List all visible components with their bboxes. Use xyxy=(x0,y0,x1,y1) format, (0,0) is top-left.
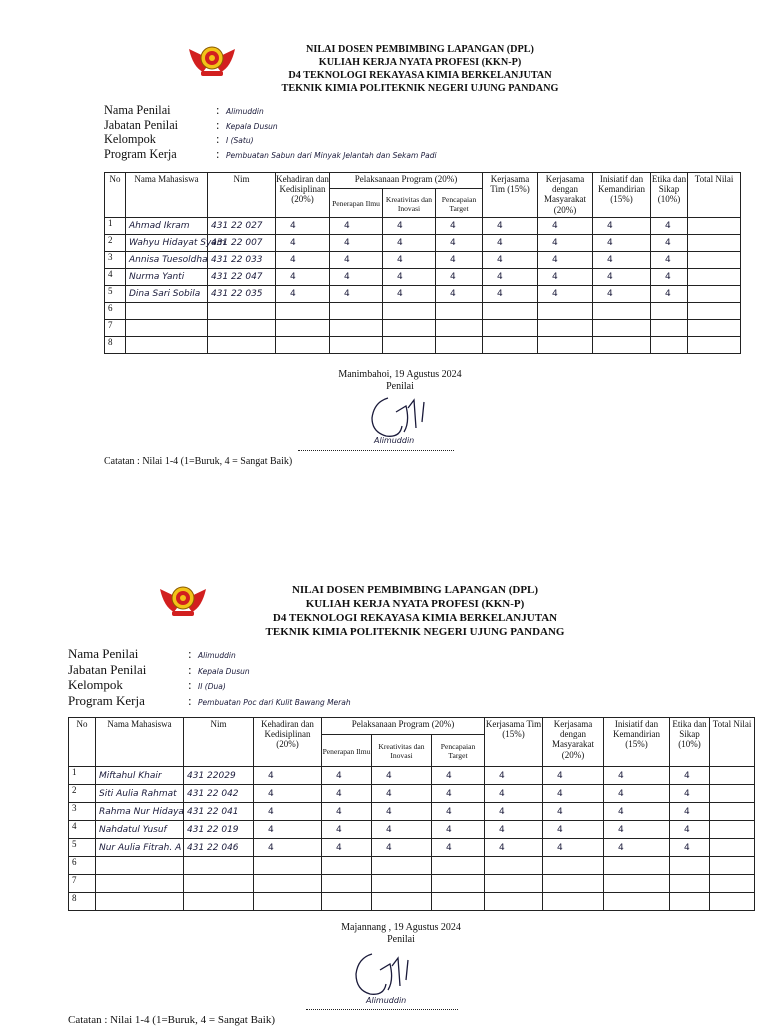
score-cell: 4 xyxy=(483,218,538,235)
row-number-cell: 7 xyxy=(69,875,96,893)
grading-note: Catatan : Nilai 1-4 (1=Buruk, 4 = Sangat Baik) xyxy=(68,1014,276,1026)
total-cell xyxy=(710,857,755,875)
meta-row-program xyxy=(68,693,668,709)
total-cell xyxy=(710,785,755,803)
score-cell: 4 xyxy=(604,803,670,821)
score-cell: 4 xyxy=(538,252,593,269)
score-cell: 4 xyxy=(651,235,688,252)
score-cell xyxy=(330,303,383,320)
score-cell: 4 xyxy=(372,767,432,785)
score-cell: 4 xyxy=(485,821,543,839)
grading-sheet-2 xyxy=(0,512,768,1024)
score-cell: 4 xyxy=(651,286,688,303)
score-cell xyxy=(604,857,670,875)
student-name-cell: Siti Aulia Rahmat xyxy=(96,785,184,803)
student-name-cell: Rahma Nur Hidaya xyxy=(96,803,184,821)
score-cell: 4 xyxy=(432,767,485,785)
header-line-4: TEKNIK KIMIA POLITEKNIK NEGERI UJUNG PANDANG xyxy=(265,626,565,638)
score-cell: 4 xyxy=(330,269,383,286)
header-line-3: D4 TEKNOLOGI REKAYASA KIMIA BERKELANJUTAN xyxy=(272,612,558,624)
header-pencapaian: Pencapaian Target xyxy=(432,735,485,767)
student-nim-cell: 431 22029 xyxy=(184,767,254,785)
total-cell xyxy=(710,875,755,893)
header-penerapan-ilmu: Penerapan Ilmu xyxy=(322,735,372,767)
score-cell xyxy=(670,893,710,911)
score-cell: 4 xyxy=(276,218,330,235)
row-number-cell: 3 xyxy=(69,803,96,821)
student-nim-cell xyxy=(184,857,254,875)
score-cell: 4 xyxy=(372,785,432,803)
table-row xyxy=(69,803,755,821)
grades-table xyxy=(104,172,741,354)
signature-line xyxy=(306,1009,458,1010)
score-cell: 4 xyxy=(543,785,604,803)
student-nim-cell: 431 22 019 xyxy=(184,821,254,839)
document-header xyxy=(240,43,600,95)
score-cell: 4 xyxy=(483,252,538,269)
score-cell: 4 xyxy=(383,252,436,269)
score-cell: 4 xyxy=(593,286,651,303)
meta-row-kelompok xyxy=(104,132,664,147)
row-number-cell: 6 xyxy=(69,857,96,875)
score-cell xyxy=(485,893,543,911)
student-nim-cell: 431 22 041 xyxy=(184,803,254,821)
table-row xyxy=(69,821,755,839)
total-cell xyxy=(688,269,741,286)
program-label: Program Kerja xyxy=(104,146,177,161)
total-cell xyxy=(688,252,741,269)
colon: : xyxy=(188,646,192,661)
score-cell: 4 xyxy=(485,839,543,857)
table-row xyxy=(69,767,755,785)
header-line-2: KULIAH KERJA NYATA PROFESI (KKN-P) xyxy=(305,598,525,610)
score-cell: 4 xyxy=(372,839,432,857)
score-cell: 4 xyxy=(383,235,436,252)
score-cell xyxy=(485,857,543,875)
row-number-cell: 4 xyxy=(69,821,96,839)
row-number-cell: 6 xyxy=(105,303,126,320)
score-cell xyxy=(670,857,710,875)
student-name-cell xyxy=(126,337,208,354)
score-cell: 4 xyxy=(670,785,710,803)
student-name-cell xyxy=(96,857,184,875)
score-cell xyxy=(593,303,651,320)
score-cell xyxy=(276,320,330,337)
row-number-cell: 8 xyxy=(105,337,126,354)
student-name-cell: Dina Sari Sobila xyxy=(126,286,208,303)
header-no: No xyxy=(105,173,126,218)
score-cell: 4 xyxy=(593,218,651,235)
meta-row-jabatan xyxy=(68,662,668,678)
grading-note: Catatan : Nilai 1-4 (1=Buruk, 4 = Sangat Baik) xyxy=(104,456,293,467)
nama-penilai-label: Nama Penilai xyxy=(68,646,139,661)
score-cell: 4 xyxy=(276,235,330,252)
meta-row-nama-penilai xyxy=(104,103,664,118)
total-cell xyxy=(710,839,755,857)
score-cell xyxy=(322,893,372,911)
score-cell: 4 xyxy=(322,821,372,839)
table-row xyxy=(105,252,741,269)
header-nim: Nim xyxy=(208,173,276,218)
colon: : xyxy=(216,117,220,132)
score-cell: 4 xyxy=(604,821,670,839)
score-cell: 4 xyxy=(436,269,483,286)
score-cell: 4 xyxy=(604,767,670,785)
penilai-label: Penilai xyxy=(387,934,415,945)
score-cell: 4 xyxy=(543,821,604,839)
header-kreativitas: Kreativitas dan Inovasi xyxy=(383,189,436,218)
table-row xyxy=(69,875,755,893)
student-name-cell: Nur Aulia Fitrah. A xyxy=(96,839,184,857)
table-row xyxy=(105,320,741,337)
score-cell xyxy=(432,875,485,893)
score-cell: 4 xyxy=(372,803,432,821)
place-date xyxy=(316,922,486,946)
score-cell: 4 xyxy=(538,218,593,235)
score-cell xyxy=(651,303,688,320)
table-row xyxy=(105,337,741,354)
total-cell xyxy=(688,337,741,354)
score-cell: 4 xyxy=(538,286,593,303)
score-cell: 4 xyxy=(436,235,483,252)
header-pencapaian: Pencapaian Target xyxy=(436,189,483,218)
row-number-cell: 7 xyxy=(105,320,126,337)
meta-row-program xyxy=(104,147,664,162)
header-kerjasama-tim: Kerjasama Tim (15%) xyxy=(485,718,543,767)
colon: : xyxy=(188,661,192,677)
evaluator-info xyxy=(104,103,664,161)
score-cell: 4 xyxy=(383,269,436,286)
row-number-cell: 3 xyxy=(105,252,126,269)
score-cell: 4 xyxy=(483,286,538,303)
student-nim-cell xyxy=(184,875,254,893)
score-cell: 4 xyxy=(254,821,322,839)
score-cell: 4 xyxy=(543,839,604,857)
score-cell xyxy=(593,337,651,354)
score-cell xyxy=(483,303,538,320)
score-cell: 4 xyxy=(538,269,593,286)
header-line-1: NILAI DOSEN PEMBIMBING LAPANGAN (DPL) xyxy=(291,584,539,596)
header-line-4: TEKNIK KIMIA POLITEKNIK NEGERI UJUNG PANDANG xyxy=(281,83,559,94)
jabatan-value: Kepala Dusun xyxy=(198,666,250,676)
score-cell: 4 xyxy=(383,218,436,235)
score-cell xyxy=(254,857,322,875)
header-kerjasama-masyarakat: Kerjasama dengan Masyarakat (20%) xyxy=(543,718,604,767)
grades-table-body xyxy=(69,767,755,911)
row-number-cell: 2 xyxy=(69,785,96,803)
score-cell: 4 xyxy=(276,252,330,269)
header-pelaksanaan-program: Pelaksanaan Program (20%) xyxy=(322,718,485,735)
student-nim-cell xyxy=(208,320,276,337)
program-value: Pembuatan Poc dari Kulit Bawang Merah xyxy=(198,697,351,707)
score-cell: 4 xyxy=(593,252,651,269)
header-nama-mahasiswa: Nama Mahasiswa xyxy=(96,718,184,767)
table-row xyxy=(69,839,755,857)
score-cell xyxy=(538,337,593,354)
table-row xyxy=(69,785,755,803)
score-cell xyxy=(538,303,593,320)
header-line-1: NILAI DOSEN PEMBIMBING LAPANGAN (DPL) xyxy=(306,44,534,55)
score-cell xyxy=(432,857,485,875)
kelompok-value: I (Satu) xyxy=(226,136,254,146)
score-cell xyxy=(670,875,710,893)
score-cell: 4 xyxy=(254,767,322,785)
place-date-text: Majannang , 19 Agustus 2024 xyxy=(341,922,461,933)
header-nim: Nim xyxy=(184,718,254,767)
score-cell: 4 xyxy=(604,839,670,857)
score-cell xyxy=(276,337,330,354)
polytechnic-logo-icon xyxy=(158,581,208,619)
kelompok-label: Kelompok xyxy=(68,677,123,692)
kelompok-label: Kelompok xyxy=(104,132,156,147)
student-nim-cell xyxy=(208,303,276,320)
colon: : xyxy=(216,146,220,161)
score-cell xyxy=(485,875,543,893)
score-cell xyxy=(383,303,436,320)
nama-penilai-label: Nama Penilai xyxy=(104,103,171,117)
header-etika: Etika dan Sikap (10%) xyxy=(651,173,688,218)
table-row xyxy=(105,235,741,252)
table-row xyxy=(69,893,755,911)
score-cell: 4 xyxy=(543,767,604,785)
header-line-2: KULIAH KERJA NYATA PROFESI (KKN-P) xyxy=(318,57,522,68)
table-row xyxy=(105,218,741,235)
student-nim-cell: 431 22 046 xyxy=(184,839,254,857)
table-row xyxy=(69,857,755,875)
score-cell: 4 xyxy=(432,821,485,839)
score-cell xyxy=(483,337,538,354)
score-cell: 4 xyxy=(543,803,604,821)
score-cell xyxy=(254,875,322,893)
score-cell: 4 xyxy=(432,803,485,821)
meta-row-kelompok xyxy=(68,677,668,693)
score-cell: 4 xyxy=(330,235,383,252)
row-number-cell: 8 xyxy=(69,893,96,911)
score-cell: 4 xyxy=(670,767,710,785)
student-name-cell: Wahyu Hidayat Syam xyxy=(126,235,208,252)
score-cell xyxy=(593,320,651,337)
total-cell xyxy=(688,235,741,252)
header-kehadiran: Kehadiran dan Kedisiplinan (20%) xyxy=(254,718,322,767)
grades-table-body xyxy=(105,218,741,354)
header-etika: Etika dan Sikap (10%) xyxy=(670,718,710,767)
score-cell: 4 xyxy=(432,785,485,803)
score-cell: 4 xyxy=(330,286,383,303)
table-row xyxy=(105,269,741,286)
kelompok-value: II (Dua) xyxy=(198,682,226,691)
score-cell: 4 xyxy=(322,767,372,785)
header-kerjasama-tim: Kerjasama Tim (15%) xyxy=(483,173,538,218)
student-name-cell xyxy=(96,875,184,893)
score-cell xyxy=(383,320,436,337)
header-inisiatif: Inisiatif dan Kemandirian (15%) xyxy=(604,718,670,767)
score-cell: 4 xyxy=(670,839,710,857)
header-pelaksanaan-program: Pelaksanaan Program (20%) xyxy=(330,173,483,189)
score-cell xyxy=(432,893,485,911)
score-cell: 4 xyxy=(593,269,651,286)
score-cell xyxy=(436,320,483,337)
score-cell: 4 xyxy=(436,252,483,269)
score-cell xyxy=(651,320,688,337)
score-cell: 4 xyxy=(372,821,432,839)
student-name-cell: Miftahul Khair xyxy=(96,767,184,785)
polytechnic-logo-icon xyxy=(187,41,237,79)
program-value: Pembuatan Sabun dari Minyak Jelantah dan Sekam Padi xyxy=(226,150,437,160)
jabatan-label: Jabatan Penilai xyxy=(104,117,179,132)
grades-table xyxy=(68,717,755,911)
colon: : xyxy=(188,677,192,692)
score-cell: 4 xyxy=(322,839,372,857)
score-cell xyxy=(254,893,322,911)
total-cell xyxy=(688,286,741,303)
student-nim-cell: 431 22 027 xyxy=(208,218,276,235)
score-cell: 4 xyxy=(254,839,322,857)
score-cell: 4 xyxy=(276,286,330,303)
total-cell xyxy=(710,803,755,821)
student-name-cell: Ahmad Ikram xyxy=(126,218,208,235)
grading-sheet-1 xyxy=(0,0,768,512)
header-kehadiran: Kehadiran dan Kedisiplinan (20%) xyxy=(276,173,330,218)
nama-penilai-value: Alimuddin xyxy=(198,651,236,660)
score-cell: 4 xyxy=(436,286,483,303)
jabatan-value: Kepala Dusun xyxy=(226,121,278,131)
colon: : xyxy=(216,103,220,117)
total-cell xyxy=(688,303,741,320)
score-cell: 4 xyxy=(651,218,688,235)
student-nim-cell xyxy=(184,893,254,911)
score-cell: 4 xyxy=(322,785,372,803)
header-no: No xyxy=(69,718,96,767)
penilai-label: Penilai xyxy=(386,381,414,392)
score-cell: 4 xyxy=(254,803,322,821)
score-cell xyxy=(276,303,330,320)
table-row xyxy=(105,286,741,303)
total-cell xyxy=(688,320,741,337)
nama-penilai-value: Alimuddin xyxy=(226,107,264,116)
score-cell xyxy=(604,893,670,911)
meta-row-nama-penilai xyxy=(68,646,668,662)
program-label: Program Kerja xyxy=(68,692,145,708)
row-number-cell: 4 xyxy=(105,269,126,286)
student-name-cell: Nurma Yanti xyxy=(126,269,208,286)
jabatan-label: Jabatan Penilai xyxy=(68,661,147,677)
header-total: Total Nilai xyxy=(688,173,741,218)
score-cell xyxy=(322,857,372,875)
header-kerjasama-masyarakat: Kerjasama dengan Masyarakat (20%) xyxy=(538,173,593,218)
student-nim-cell: 431 22 007 xyxy=(208,235,276,252)
row-number-cell: 5 xyxy=(105,286,126,303)
score-cell xyxy=(372,857,432,875)
score-cell: 4 xyxy=(651,252,688,269)
total-cell xyxy=(710,767,755,785)
score-cell xyxy=(651,337,688,354)
meta-row-jabatan xyxy=(104,118,664,133)
header-nama-mahasiswa: Nama Mahasiswa xyxy=(126,173,208,218)
header-line-3: D4 TEKNOLOGI REKAYASA KIMIA BERKELANJUTAN xyxy=(288,70,552,81)
score-cell xyxy=(322,875,372,893)
header-total: Total Nilai xyxy=(710,718,755,767)
row-number-cell: 5 xyxy=(69,839,96,857)
score-cell: 4 xyxy=(604,785,670,803)
score-cell: 4 xyxy=(485,767,543,785)
student-name-cell: Nahdatul Yusuf xyxy=(96,821,184,839)
student-nim-cell: 431 22 033 xyxy=(208,252,276,269)
header-kreativitas: Kreativitas dan Inovasi xyxy=(372,735,432,767)
score-cell: 4 xyxy=(485,785,543,803)
score-cell xyxy=(436,337,483,354)
table-row xyxy=(105,303,741,320)
row-number-cell: 1 xyxy=(69,767,96,785)
student-nim-cell xyxy=(208,337,276,354)
score-cell xyxy=(604,875,670,893)
place-date-text: Manimbahoi, 19 Agustus 2024 xyxy=(338,369,462,380)
score-cell: 4 xyxy=(383,286,436,303)
score-cell xyxy=(383,337,436,354)
score-cell: 4 xyxy=(322,803,372,821)
score-cell: 4 xyxy=(670,803,710,821)
score-cell: 4 xyxy=(670,821,710,839)
student-name-cell xyxy=(126,320,208,337)
score-cell xyxy=(543,857,604,875)
score-cell: 4 xyxy=(483,235,538,252)
total-cell xyxy=(688,218,741,235)
total-cell xyxy=(710,821,755,839)
student-name-cell xyxy=(96,893,184,911)
score-cell: 4 xyxy=(485,803,543,821)
student-nim-cell: 431 22 035 xyxy=(208,286,276,303)
student-name-cell: Annisa Tuesoldha xyxy=(126,252,208,269)
colon: : xyxy=(188,692,192,708)
score-cell xyxy=(483,320,538,337)
total-cell xyxy=(710,893,755,911)
score-cell: 4 xyxy=(436,218,483,235)
score-cell: 4 xyxy=(538,235,593,252)
score-cell xyxy=(543,893,604,911)
score-cell: 4 xyxy=(330,218,383,235)
header-inisiatif: Inisiatif dan Kemandirian (15%) xyxy=(593,173,651,218)
score-cell: 4 xyxy=(483,269,538,286)
signature-name: Alimuddin xyxy=(374,436,415,445)
row-number-cell: 2 xyxy=(105,235,126,252)
signature-line xyxy=(298,450,454,451)
score-cell: 4 xyxy=(432,839,485,857)
score-cell: 4 xyxy=(593,235,651,252)
student-name-cell xyxy=(126,303,208,320)
score-cell xyxy=(436,303,483,320)
colon: : xyxy=(216,132,220,147)
place-date xyxy=(320,369,480,393)
student-nim-cell: 431 22 042 xyxy=(184,785,254,803)
score-cell xyxy=(330,320,383,337)
header-penerapan-ilmu: Penerapan Ilmu xyxy=(330,189,383,218)
score-cell xyxy=(538,320,593,337)
evaluator-info xyxy=(68,646,668,708)
row-number-cell: 1 xyxy=(105,218,126,235)
score-cell xyxy=(330,337,383,354)
score-cell: 4 xyxy=(651,269,688,286)
score-cell: 4 xyxy=(254,785,322,803)
score-cell xyxy=(543,875,604,893)
score-cell xyxy=(372,893,432,911)
student-nim-cell: 431 22 047 xyxy=(208,269,276,286)
score-cell: 4 xyxy=(276,269,330,286)
score-cell: 4 xyxy=(330,252,383,269)
signature-name: Alimuddin xyxy=(366,996,407,1005)
document-header xyxy=(220,583,610,639)
score-cell xyxy=(372,875,432,893)
